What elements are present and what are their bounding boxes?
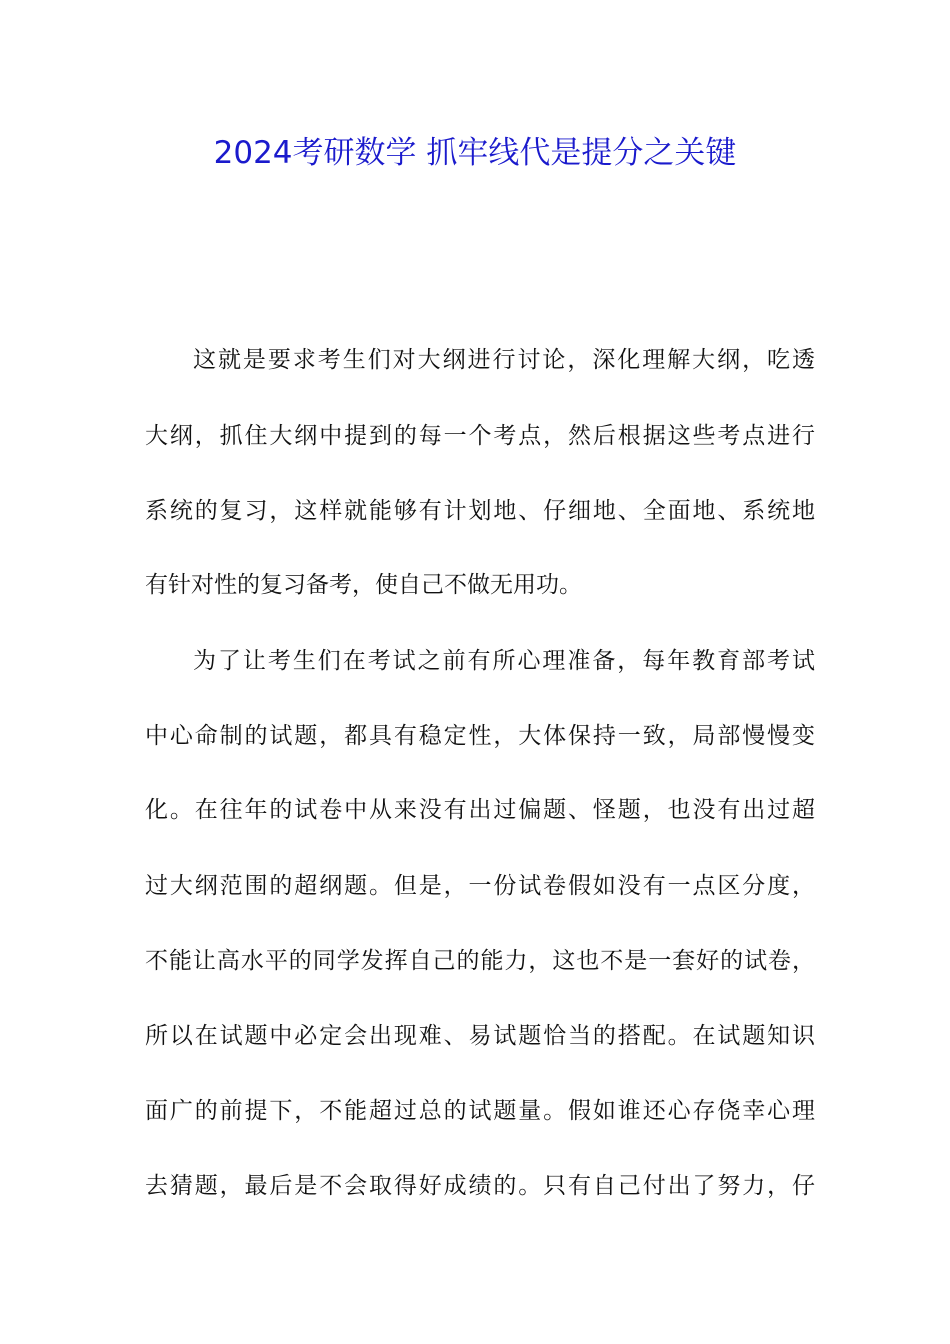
paragraph-1-line-2: 大纲，抓住大纲中提到的每一个考点，然后根据这些考点进行 [145, 423, 815, 449]
paragraph-2-line-5: 不能让高水平的同学发挥自己的能力，这也不是一套好的试卷， [145, 948, 815, 974]
paragraph-2-line-8: 去猜题，最后是不会取得好成绩的。只有自己付出了努力，仔 [145, 1173, 815, 1199]
paragraph-2-line-4: 过大纲范围的超纲题。但是，一份试卷假如没有一点区分度， [145, 873, 815, 899]
paragraph-2-line-2: 中心命制的试题，都具有稳定性，大体保持一致，局部慢慢变 [145, 723, 815, 749]
paragraph-2-line-7: 面广的前提下，不能超过总的试题量。假如谁还心存侥幸心理 [145, 1098, 815, 1124]
document-title: 2024考研数学 抓牢线代是提分之关键 [213, 135, 737, 171]
paragraph-1-line-3: 系统的复习，这样就能够有计划地、仔细地、全面地、系统地 [145, 498, 815, 524]
paragraph-2-line-6: 所以在试题中必定会出现难、易试题恰当的搭配。在试题知识 [145, 1023, 815, 1049]
paragraph-2-line-1: 为了让考生们在考试之前有所心理准备，每年教育部考试 [193, 648, 815, 674]
paragraph-1-line-1: 这就是要求考生们对大纲进行讨论，深化理解大纲，吃透 [193, 347, 815, 373]
paragraph-1-line-4: 有针对性的复习备考，使自己不做无用功。 [145, 572, 582, 598]
paragraph-2-line-3: 化。在往年的试卷中从来没有出过偏题、怪题，也没有出过超 [145, 797, 815, 823]
